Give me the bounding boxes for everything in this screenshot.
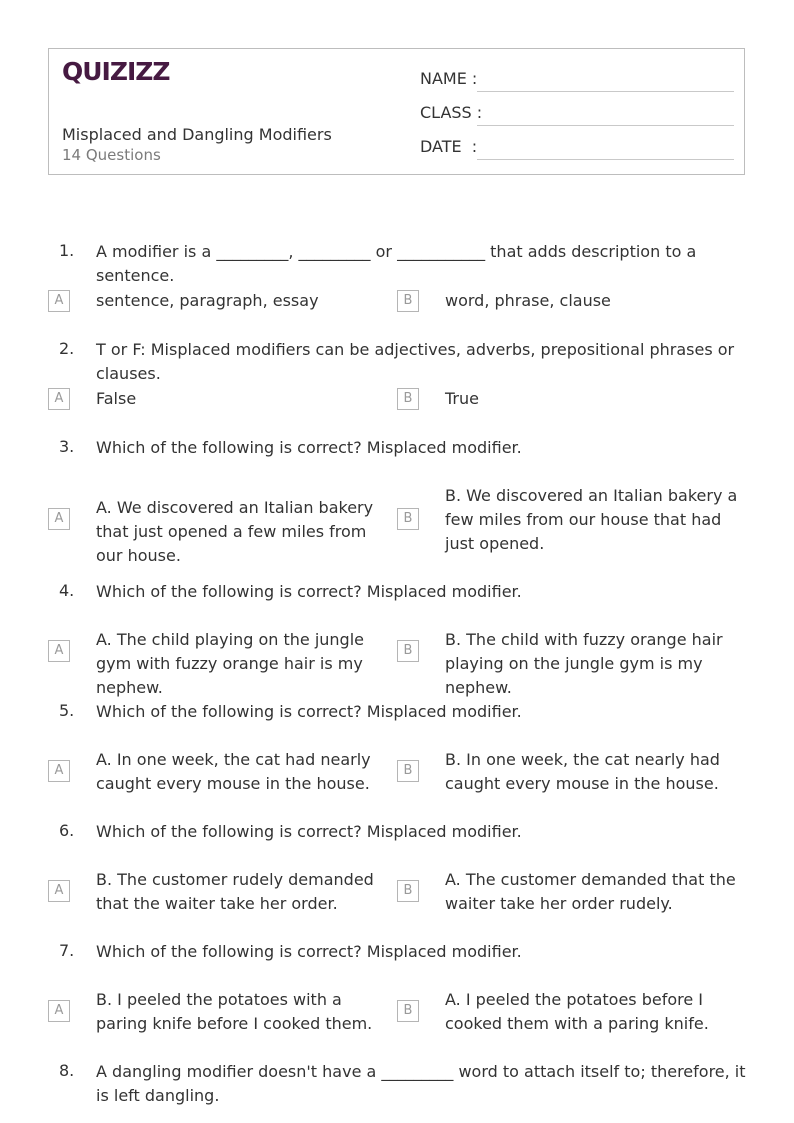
option-a-text: A. The child playing on the jungle gym with fuzzy orange hair is my nephew. — [96, 630, 364, 697]
question-number: 3. — [59, 437, 75, 456]
question-text: T or F: Misplaced modifiers can be adjectives, adverbs, prepositional phrases or clauses. — [96, 340, 735, 383]
question-text: Which of the following is correct? Misplaced modifier. — [96, 438, 522, 457]
option-a-text: B. I peeled the potatoes with a paring knife before I cooked them. — [96, 990, 373, 1033]
option-a-box[interactable]: A — [48, 388, 70, 410]
worksheet-header — [48, 48, 745, 175]
option-b-text: B. In one week, the cat nearly had caught every mouse in the house. — [445, 750, 720, 793]
option-b-text: B. The child with fuzzy orange hair playing on the jungle gym is my nephew. — [445, 630, 723, 697]
option-b-text: word, phrase, clause — [445, 291, 611, 310]
class-field[interactable] — [420, 103, 734, 127]
option-a-text: sentence, paragraph, essay — [96, 291, 319, 310]
question-text: A modifier is a _________, _________ or ___________ that adds description to a sentence. — [96, 242, 697, 285]
question-number: 5. — [59, 701, 75, 720]
date-label: DATE : — [420, 137, 478, 156]
option-b-box[interactable]: B — [397, 1000, 419, 1022]
option-b-box[interactable]: B — [397, 640, 419, 662]
name-line[interactable] — [477, 91, 734, 92]
option-a-text: A. In one week, the cat had nearly caught every mouse in the house. — [96, 750, 371, 793]
option-a-box[interactable]: A — [48, 290, 70, 312]
name-field[interactable] — [420, 69, 734, 93]
option-b-box[interactable]: B — [397, 290, 419, 312]
option-a-box[interactable]: A — [48, 1000, 70, 1022]
option-a-box[interactable]: A — [48, 760, 70, 782]
option-b-text: A. The customer demanded that the waiter take her order rudely. — [445, 870, 736, 913]
question-count: 14 Questions — [62, 146, 161, 164]
option-a-box[interactable]: A — [48, 640, 70, 662]
worksheet-title: Misplaced and Dangling Modifiers — [62, 125, 332, 144]
option-b-text: True — [445, 389, 479, 408]
question-text: Which of the following is correct? Misplaced modifier. — [96, 702, 522, 721]
option-b-box[interactable]: B — [397, 388, 419, 410]
question-text: A dangling modifier doesn't have a _________ word to attach itself to; therefore, it is left dangling. — [96, 1062, 746, 1105]
option-b-box[interactable]: B — [397, 880, 419, 902]
question-text: Which of the following is correct? Misplaced modifier. — [96, 942, 522, 961]
option-a-box[interactable]: A — [48, 880, 70, 902]
question-number: 7. — [59, 941, 75, 960]
question-number: 6. — [59, 821, 75, 840]
class-line[interactable] — [477, 125, 734, 126]
option-a-text: B. The customer rudely demanded that the waiter take her order. — [96, 870, 374, 913]
option-b-box[interactable]: B — [397, 760, 419, 782]
option-b-box[interactable]: B — [397, 508, 419, 530]
question-number: 4. — [59, 581, 75, 600]
date-line[interactable] — [477, 159, 734, 160]
question-number: 1. — [59, 241, 75, 260]
option-b-text: A. I peeled the potatoes before I cooked them with a paring knife. — [445, 990, 709, 1033]
option-a-box[interactable]: A — [48, 508, 70, 530]
question-text: Which of the following is correct? Misplaced modifier. — [96, 582, 522, 601]
date-field[interactable] — [420, 137, 734, 161]
option-b-text: B. We discovered an Italian bakery a few miles from our house that had just opened. — [445, 486, 738, 553]
name-label: NAME : — [420, 69, 478, 88]
option-a-text: False — [96, 389, 137, 408]
class-label: CLASS : — [420, 103, 483, 122]
quizizz-logo: QUIZIZZ — [62, 57, 170, 86]
question-number: 2. — [59, 339, 75, 358]
question-text: Which of the following is correct? Misplaced modifier. — [96, 822, 522, 841]
option-a-text: A. We discovered an Italian bakery that just opened a few miles from our house. — [96, 498, 374, 565]
question-number: 8. — [59, 1061, 75, 1080]
